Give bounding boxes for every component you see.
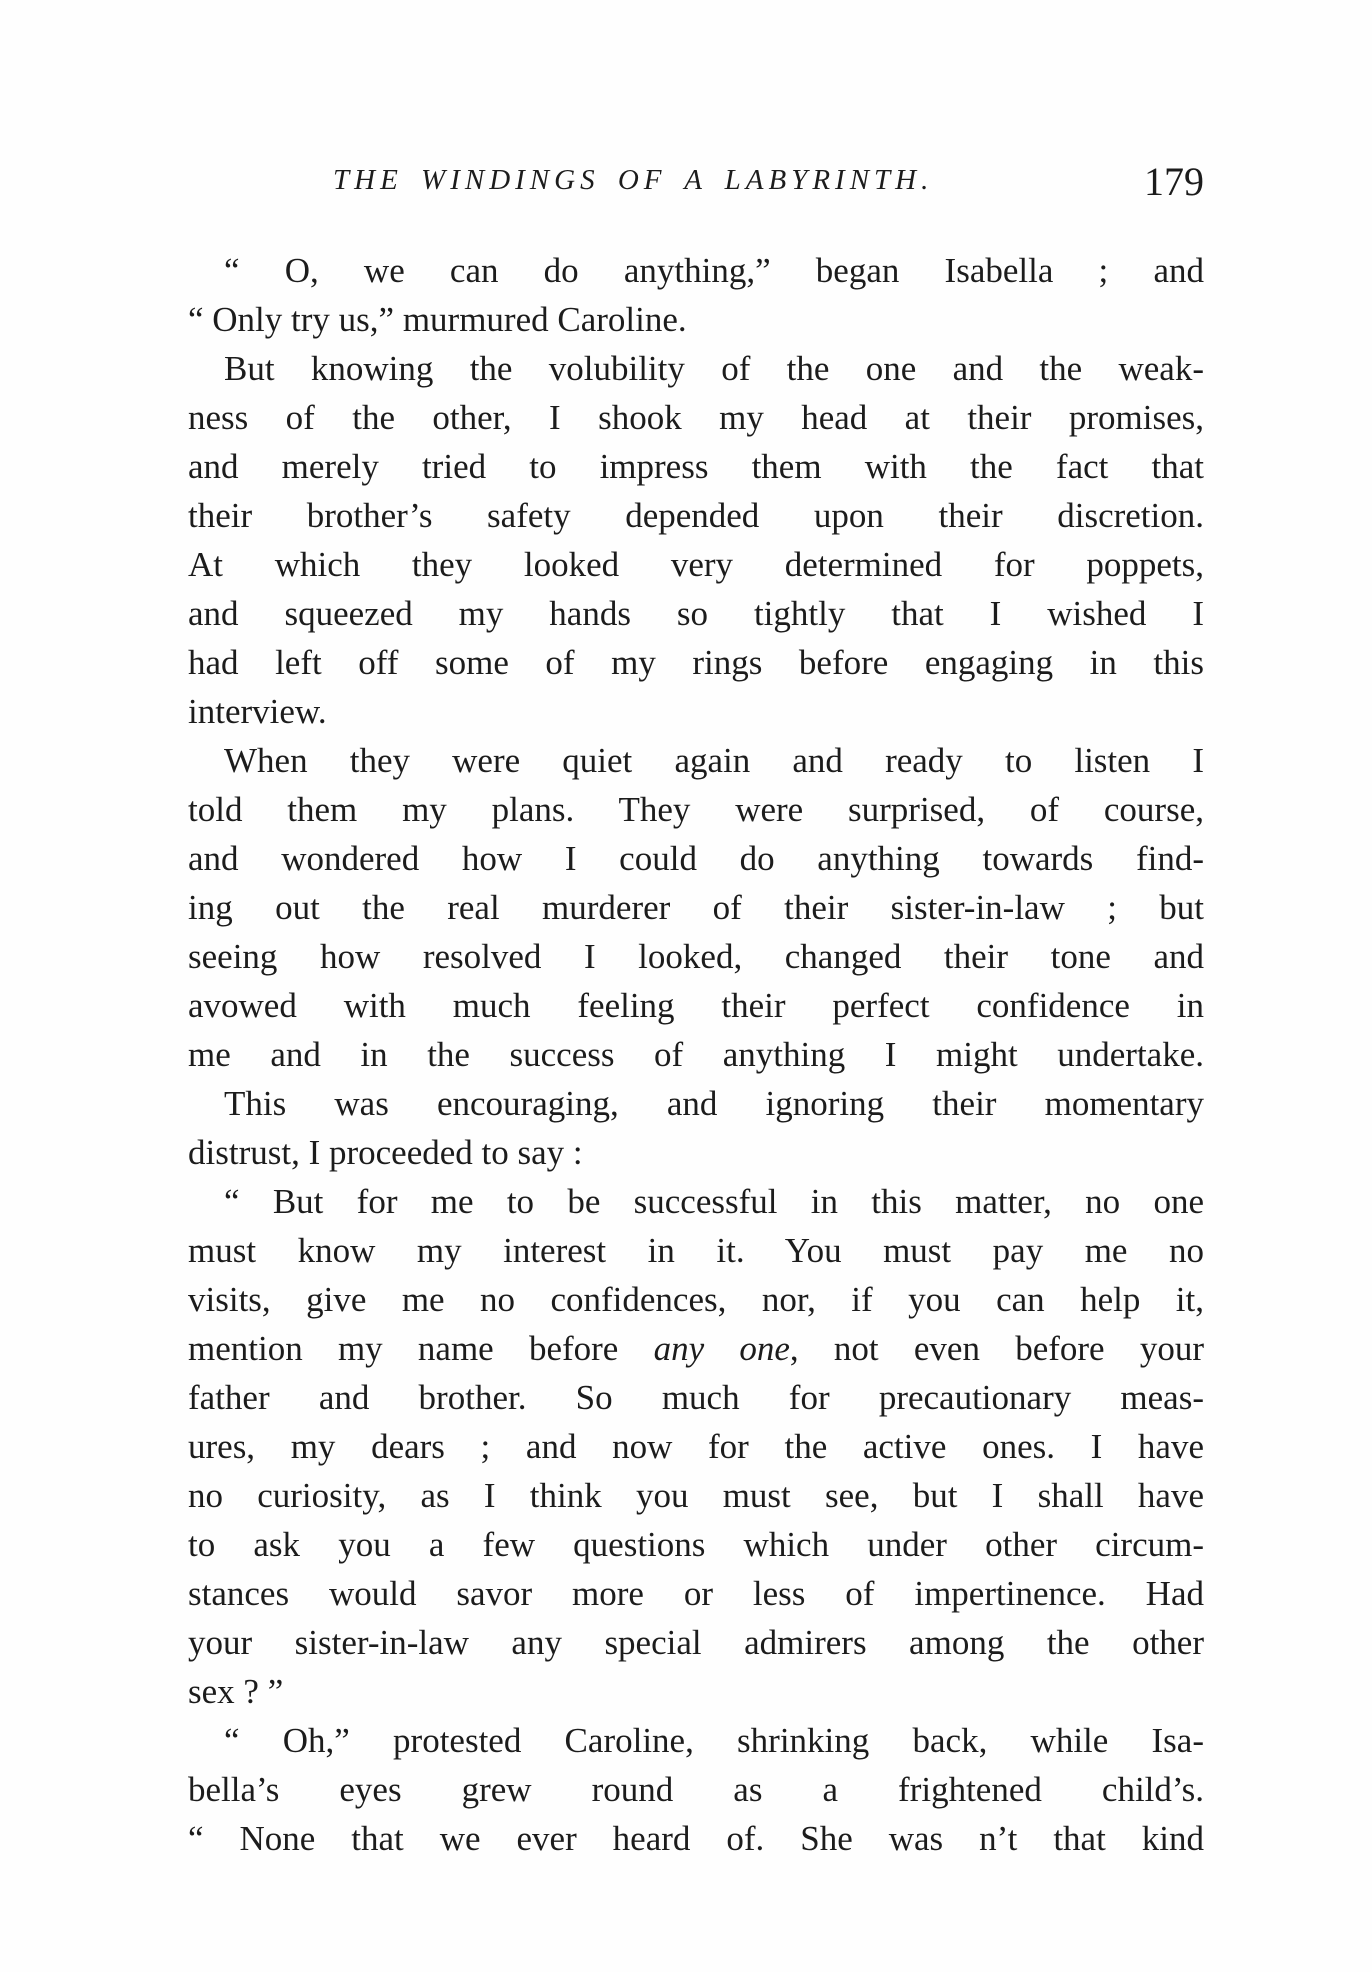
- text-line: visits, give me no confidences, nor, if you can help it,: [188, 1280, 1204, 1319]
- text-line: avowed with much feeling their perfect confidence in: [188, 986, 1204, 1025]
- text-line: This was encouraging, and ignoring their momentary: [224, 1084, 1204, 1123]
- text-line: “ None that we ever heard of. She was n’t that kind: [188, 1819, 1204, 1858]
- text-line: no curiosity, as I think you must see, but I shall have: [188, 1476, 1204, 1515]
- text-span: mention my name before: [188, 1329, 654, 1368]
- text-line: seeing how resolved I looked, changed their tone and: [188, 937, 1204, 976]
- text-line: ness of the other, I shook my head at their promises,: [188, 398, 1204, 437]
- paragraph: [188, 344, 1204, 736]
- text-line: and merely tried to impress them with the fact that: [188, 447, 1204, 486]
- text-line: But knowing the volubility of the one and the weak-: [224, 349, 1204, 388]
- text-line: interview.: [188, 692, 327, 731]
- text-line: your sister-in-law any special admirers among the other: [188, 1623, 1204, 1662]
- text-line: “ O, we can do anything,” began Isabella ; and: [224, 251, 1204, 290]
- text-line: father and brother. So much for precautionary meas-: [188, 1378, 1204, 1417]
- paragraph: [188, 1716, 1204, 1863]
- text-line-with-italic: [188, 1324, 1204, 1373]
- text-line: When they were quiet again and ready to listen I: [224, 741, 1204, 780]
- text-line: and squeezed my hands so tightly that I wished I: [188, 594, 1204, 633]
- italic-emphasis: any one: [653, 1329, 790, 1368]
- text-span: , not even before your: [789, 1329, 1204, 1368]
- text-line: must know my interest in it. You must pay me no: [188, 1231, 1204, 1270]
- text-line: sex ? ”: [188, 1672, 284, 1711]
- text-line: ures, my dears ; and now for the active ones. I have: [188, 1427, 1204, 1466]
- text-line: told them my plans. They were surprised, of course,: [188, 790, 1204, 829]
- paragraph: [188, 246, 1204, 344]
- text-line: “ Oh,” protested Caroline, shrinking back, while Isa-: [224, 1721, 1204, 1760]
- text-line: to ask you a few questions which under other circum-: [188, 1525, 1204, 1564]
- text-line: “ But for me to be successful in this matter, no one: [224, 1182, 1204, 1221]
- text-line: stances would savor more or less of impertinence. Had: [188, 1574, 1204, 1613]
- text-line: and wondered how I could do anything towards find-: [188, 839, 1204, 878]
- paragraph: [188, 736, 1204, 1079]
- running-title: THE WINDINGS OF A LABYRINTH.: [333, 164, 934, 196]
- text-line: their brother’s safety depended upon their discretion.: [188, 496, 1204, 535]
- paragraph: [188, 1177, 1204, 1716]
- body-text: [188, 246, 1204, 1863]
- text-line: At which they looked very determined for poppets,: [188, 545, 1204, 584]
- text-line: “ Only try us,” murmured Caroline.: [188, 300, 687, 339]
- text-line: ing out the real murderer of their sister-in-law ; but: [188, 888, 1204, 927]
- page-number: 179: [1144, 159, 1204, 204]
- paragraph: [188, 1079, 1204, 1177]
- text-line: bella’s eyes grew round as a frightened child’s.: [188, 1770, 1204, 1809]
- text-line: me and in the success of anything I might undertake.: [188, 1035, 1204, 1074]
- running-head: [188, 158, 1208, 218]
- text-line: distrust, I proceeded to say :: [188, 1133, 583, 1172]
- text-line: had left off some of my rings before engaging in this: [188, 643, 1204, 682]
